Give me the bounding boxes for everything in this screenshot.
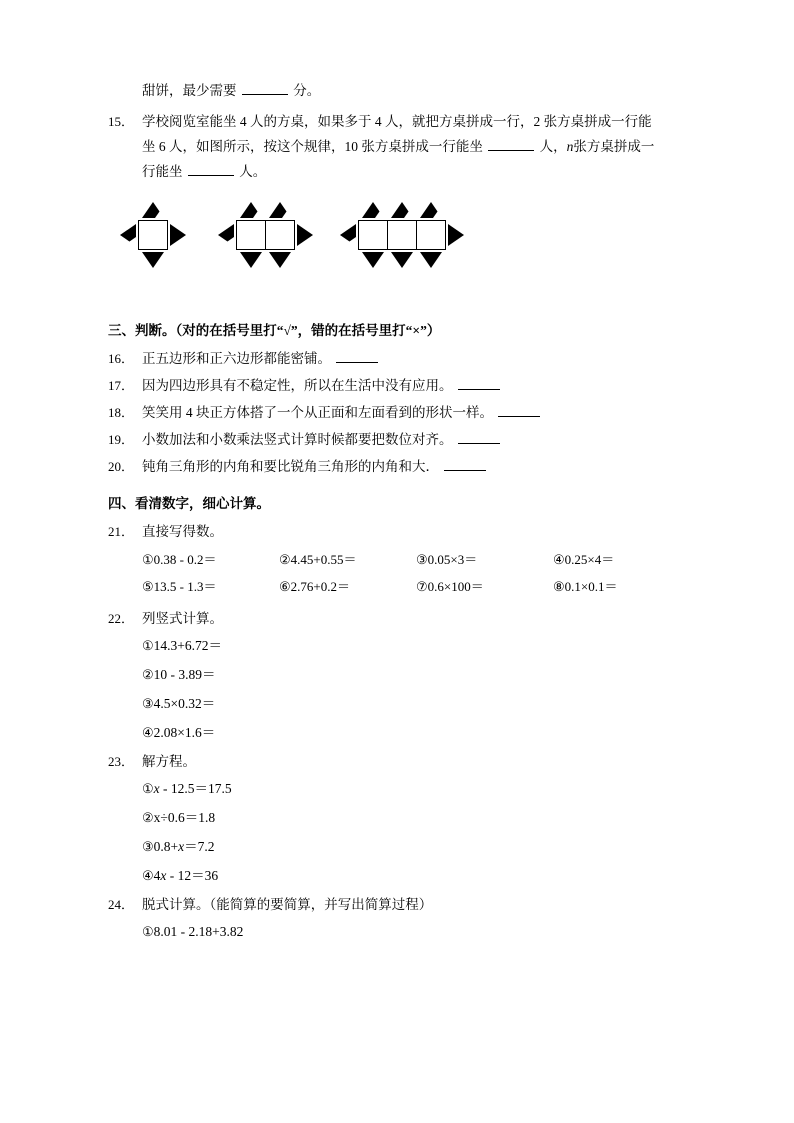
question-17-number: 17．: [108, 378, 135, 393]
question-15-part3b: 人。: [239, 164, 267, 179]
item-mark: ⑤: [142, 579, 154, 594]
expr-post: - 12＝36: [166, 868, 219, 883]
item-mark: ②: [279, 552, 291, 567]
question-20: [108, 454, 692, 479]
question-15-part1: 学校阅览室能坐 4 人的方桌，如果多于 4 人，就把方桌拼成一行，2 张方桌拼成一行能: [142, 114, 652, 129]
question-19-body: [142, 427, 692, 452]
expr-pre: 0.8+: [153, 839, 179, 854]
question-24-title: 脱式计算。（能简算的要简算，并写出简算过程）: [142, 897, 433, 912]
chair-triangle-left: [340, 224, 356, 246]
expression: 0.1×0.1＝: [564, 579, 618, 594]
question-19-text: 小数加法和小数乘法竖式计算时候都要把数位对齐。: [142, 432, 453, 447]
expression: 2.08×1.6＝: [153, 725, 216, 740]
question-16-body: [142, 346, 692, 371]
item-mark: ③: [142, 696, 154, 711]
question-23-items: [142, 776, 692, 892]
question-23-number: 23．: [108, 754, 135, 769]
variable: x: [160, 868, 167, 883]
expr-5: [142, 573, 279, 600]
answer-blank[interactable]: [336, 362, 378, 363]
top-fragment-pre: 甜饼，最少需要: [142, 83, 237, 98]
question-15-part2b: 人，: [539, 139, 567, 154]
question-20-text: 钝角三角形的内角和要比锐角三角形的内角和大．: [142, 459, 439, 474]
question-18: [108, 400, 692, 425]
question-21: [108, 519, 692, 544]
answer-blank[interactable]: [188, 175, 234, 176]
list-item: [142, 720, 692, 749]
expr-8: [553, 573, 690, 600]
question-20-number: 20．: [108, 459, 135, 474]
variable: x: [178, 839, 185, 854]
question-15-var-n: n: [566, 139, 574, 154]
list-item: [142, 834, 692, 863]
expr-post: - 12.5＝17.5: [159, 781, 232, 796]
chair-triangle-up: [420, 202, 442, 218]
item-mark: ①: [142, 781, 154, 796]
question-23: [108, 749, 692, 774]
expression: 14.3+6.72＝: [153, 638, 223, 653]
answer-blank[interactable]: [498, 416, 540, 417]
expr-post: ÷0.6＝1.8: [160, 810, 216, 825]
answer-blank[interactable]: [458, 389, 500, 390]
desk-square: [358, 220, 388, 250]
chair-triangle-up: [269, 202, 291, 218]
section-3-heading: 三、判断。（对的在括号里打“√”，错的在括号里打“×”）: [108, 323, 441, 338]
question-21-row-2: [142, 573, 692, 600]
desk-square: [416, 220, 446, 250]
expr-4: [553, 546, 690, 573]
figure-group-3-tables: [358, 220, 446, 250]
question-21-row-1: [142, 546, 692, 573]
chair-triangle-left: [120, 224, 136, 246]
answer-blank[interactable]: [488, 150, 534, 151]
question-16-number: 16．: [108, 351, 135, 366]
question-15-part2d: 张方桌拼成一: [573, 139, 655, 154]
list-item: [142, 805, 692, 834]
item-mark: ②: [142, 810, 154, 825]
question-17: [108, 373, 692, 398]
item-mark: ⑧: [553, 579, 565, 594]
chair-triangle-down: [240, 252, 262, 268]
item-mark: ①: [142, 924, 154, 939]
question-18-text: 笑笑用 4 块正方体搭了一个从正面和左面看到的形状一样。: [142, 405, 493, 420]
list-item: [142, 633, 692, 662]
question-16-text: 正五边形和正六边形都能密铺。: [142, 351, 331, 366]
question-22-items: [142, 633, 692, 749]
question-19-number: 19．: [108, 432, 135, 447]
chair-triangle-down: [269, 252, 291, 268]
item-mark: ①: [142, 552, 154, 567]
question-21-title: 直接写得数。: [142, 524, 223, 539]
figure-group-1-tables: [138, 220, 168, 250]
list-item: [142, 863, 692, 892]
chair-triangle-down: [420, 252, 442, 268]
variable: x: [153, 810, 161, 825]
answer-blank[interactable]: [444, 470, 486, 471]
expr-6: [279, 573, 416, 600]
item-mark: ④: [142, 868, 154, 883]
item-mark: ⑦: [416, 579, 428, 594]
chair-triangle-right: [297, 224, 313, 246]
question-21-number: 21．: [108, 524, 135, 539]
chair-triangle-down: [142, 252, 164, 268]
top-fragment-line: [142, 78, 692, 103]
question-19: [108, 427, 692, 452]
expression: 10 - 3.89＝: [153, 667, 216, 682]
question-15-part3a: 行能坐: [142, 164, 183, 179]
question-22-number: 22．: [108, 611, 135, 626]
question-20-body: [142, 454, 692, 479]
desk-square: [265, 220, 295, 250]
chair-triangle-up: [142, 202, 164, 218]
list-item: [142, 691, 692, 720]
item-mark: ②: [142, 667, 154, 682]
question-24: [108, 892, 692, 917]
item-mark: ④: [142, 725, 154, 740]
top-fragment-post: 分。: [293, 83, 321, 98]
answer-blank[interactable]: [458, 443, 500, 444]
expression: 0.05×3＝: [427, 552, 478, 567]
item-mark: ③: [416, 552, 428, 567]
figure-group-2: [236, 220, 295, 250]
answer-blank[interactable]: [242, 94, 288, 95]
figure-group-1: [138, 220, 168, 250]
expression: 4.5×0.32＝: [153, 696, 216, 711]
question-24-items: [142, 919, 692, 948]
item-mark: ⑥: [279, 579, 291, 594]
expr-7: [416, 573, 553, 600]
chair-triangle-up: [362, 202, 384, 218]
desk-square: [387, 220, 417, 250]
figure-group-2-tables: [236, 220, 295, 250]
question-18-body: [142, 400, 692, 425]
question-17-text: 因为四边形具有不稳定性，所以在生活中没有应用。: [142, 378, 453, 393]
expr-pre: 4: [153, 868, 161, 883]
item-mark: ①: [142, 638, 154, 653]
question-15-part2a: 坐 6 人，如图所示，按这个规律，10 张方桌拼成一行能坐: [142, 139, 483, 154]
expr-2: [279, 546, 416, 573]
expression: 8.01 - 2.18+3.82: [153, 924, 244, 939]
section-4-heading: 四、看清数字，细心计算。: [108, 496, 270, 511]
list-item: [142, 919, 692, 948]
expression: 2.76+0.2＝: [290, 579, 350, 594]
desk-arrangement-figure: [108, 198, 692, 306]
item-mark: ④: [553, 552, 565, 567]
expression: 0.25×4＝: [564, 552, 615, 567]
question-22-title: 列竖式计算。: [142, 611, 223, 626]
question-22: [108, 606, 692, 631]
question-23-title: 解方程。: [142, 754, 196, 769]
expression: 0.38 - 0.2＝: [153, 552, 217, 567]
chair-triangle-down: [362, 252, 384, 268]
item-mark: ③: [142, 839, 154, 854]
question-16: [108, 346, 692, 371]
expr-post: ＝7.2: [184, 839, 215, 854]
figure-group-3: [358, 220, 446, 250]
expression: 4.45+0.55＝: [290, 552, 357, 567]
chair-triangle-right: [170, 224, 186, 246]
desk-square: [236, 220, 266, 250]
question-15-body: [142, 109, 692, 184]
desk-square: [138, 220, 168, 250]
expression: 0.6×100＝: [427, 579, 484, 594]
chair-triangle-up: [240, 202, 262, 218]
expr-3: [416, 546, 553, 573]
chair-triangle-left: [218, 224, 234, 246]
chair-triangle-up: [391, 202, 413, 218]
question-24-number: 24．: [108, 897, 135, 912]
list-item: [142, 776, 692, 805]
chair-triangle-right: [448, 224, 464, 246]
question-17-body: [142, 373, 692, 398]
variable: x: [153, 781, 160, 796]
expression: 13.5 - 1.3＝: [153, 579, 217, 594]
question-15: [108, 109, 692, 184]
question-18-number: 18．: [108, 405, 135, 420]
page-content: [108, 78, 692, 948]
expr-1: [142, 546, 279, 573]
question-15-number: 15．: [108, 114, 135, 129]
list-item: [142, 662, 692, 691]
chair-triangle-down: [391, 252, 413, 268]
